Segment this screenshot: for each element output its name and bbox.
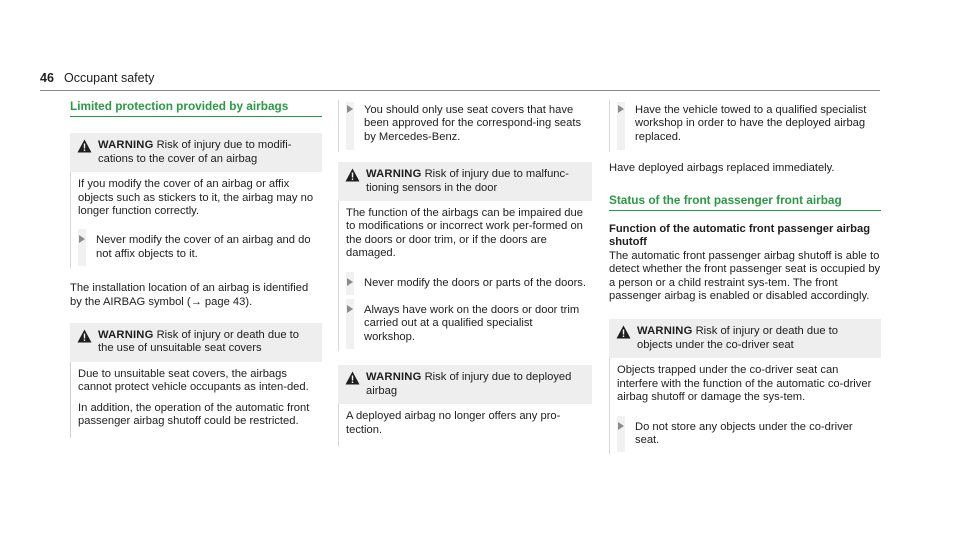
warning-text: A deployed airbag no longer offers any pro-tection. <box>346 410 561 436</box>
airbag-location-paragraph: The installation location of an airbag is identified by the AIRBAG symbol (→ page 43). <box>70 282 309 308</box>
warning-title: Risk of injury due to malfunc-tioning sensors in the door <box>366 168 569 194</box>
instruction-text: Never modify the cover of an airbag and do not affix objects to it. <box>96 234 311 260</box>
instruction-text: Have the vehicle towed to a qualified specialist workshop in order to have the deployed airbag replaced. <box>635 104 867 143</box>
page-header <box>40 72 880 88</box>
warning-body <box>70 172 322 227</box>
arrow-right-icon <box>618 422 624 430</box>
instruction-item <box>70 227 322 268</box>
instruction-item <box>609 414 881 455</box>
warning-label: WARNING <box>366 168 422 181</box>
column-1 <box>70 100 322 452</box>
warning-title: Risk of injury or death due to the use of unsuitable seat covers <box>98 329 299 355</box>
warning-triangle-icon <box>77 139 92 153</box>
replace-airbags-paragraph: Have deployed airbags replaced immediately. <box>609 162 835 175</box>
warning-body <box>338 201 592 270</box>
warning-header <box>338 162 592 201</box>
warning-text: In addition, the operation of the automatic front passenger airbag shutoff could be restricted. <box>78 401 310 428</box>
instruction-item <box>338 270 592 297</box>
warning-triangle-icon <box>345 168 360 182</box>
warning-header <box>70 323 322 362</box>
subheading-shutoff-function: Function of the automatic front passenger airbag shutoff <box>609 223 871 249</box>
instruction-text: Always have work on the doors or door trim carried out at a qualified specialist workshop. <box>364 304 580 343</box>
warning-body <box>338 404 592 446</box>
instruction-text: Never modify the doors or parts of the doors. <box>364 276 586 289</box>
warning-text: If you modify the cover of an airbag or affix objects such as stickers to it, the airbag may no longer function correctly. <box>78 178 314 218</box>
shutoff-paragraph: The automatic front passenger airbag shutoff is able to detect whether the front passenger seat is occupied by a person or a child restraint sys-tem. The front passenger airbag is enabled or disabled accordingly. <box>609 249 881 303</box>
warning-text: Objects trapped under the co-driver seat can interfere with the function of the automatic co-driver airbag shutoff or damage the sys-tem. <box>617 364 872 404</box>
warning-text: The function of the airbags can be impaired due to modifications or incorrect work per-formed on the doors or door trim, or if the doors are damaged. <box>346 207 583 260</box>
page-number: 46 <box>40 71 54 85</box>
warning-title: Risk of injury due to modifi-cations to the cover of an airbag <box>98 139 292 165</box>
instruction-item-approved-covers <box>338 100 592 152</box>
arrow-right-icon <box>618 105 624 113</box>
warning-label: WARNING <box>98 139 154 152</box>
warning-label: WARNING <box>637 325 693 338</box>
instruction-text: You should only use seat covers that have been approved for the correspond-ing seats by Mercedes-Benz. <box>364 104 582 143</box>
section-heading-limited-protection: Limited protection provided by airbags <box>70 100 322 117</box>
section-title: Occupant safety <box>64 71 155 85</box>
column-3 <box>609 100 881 468</box>
warning-box-seat-covers <box>70 323 322 437</box>
warning-header <box>338 365 592 404</box>
warning-body <box>609 358 881 413</box>
warning-text: Due to unsuitable seat covers, the airbags cannot protect vehicle occupants as inten-ded. <box>78 367 309 394</box>
column-2 <box>338 100 592 460</box>
arrow-right-icon <box>347 105 353 113</box>
warning-box-cover-modification <box>70 133 322 268</box>
warning-title: Risk of injury or death due to objects under the co-driver seat <box>637 325 838 351</box>
instruction-item <box>338 297 592 351</box>
arrow-right-icon <box>79 235 85 243</box>
instruction-text: Do not store any objects under the co-driver seat. <box>635 420 853 446</box>
warning-triangle-icon <box>345 371 360 385</box>
warning-box-door-sensors <box>338 162 592 351</box>
warning-header <box>70 133 322 172</box>
arrow-right-icon <box>347 278 353 286</box>
warning-triangle-icon <box>616 325 631 339</box>
warning-title: Risk of injury due to deployed airbag <box>366 371 572 397</box>
warning-label: WARNING <box>98 329 154 342</box>
warning-header <box>609 319 881 358</box>
warning-box-deployed-airbag <box>338 365 592 446</box>
arrow-right-icon <box>347 305 353 313</box>
warning-triangle-icon <box>77 329 92 343</box>
warning-body <box>70 362 322 438</box>
section-heading-airbag-status: Status of the front passenger front airbag <box>609 194 881 211</box>
header-rule <box>40 90 880 91</box>
warning-box-objects-under-seat <box>609 319 881 454</box>
warning-label: WARNING <box>366 371 422 384</box>
instruction-item-tow-vehicle <box>609 100 881 152</box>
